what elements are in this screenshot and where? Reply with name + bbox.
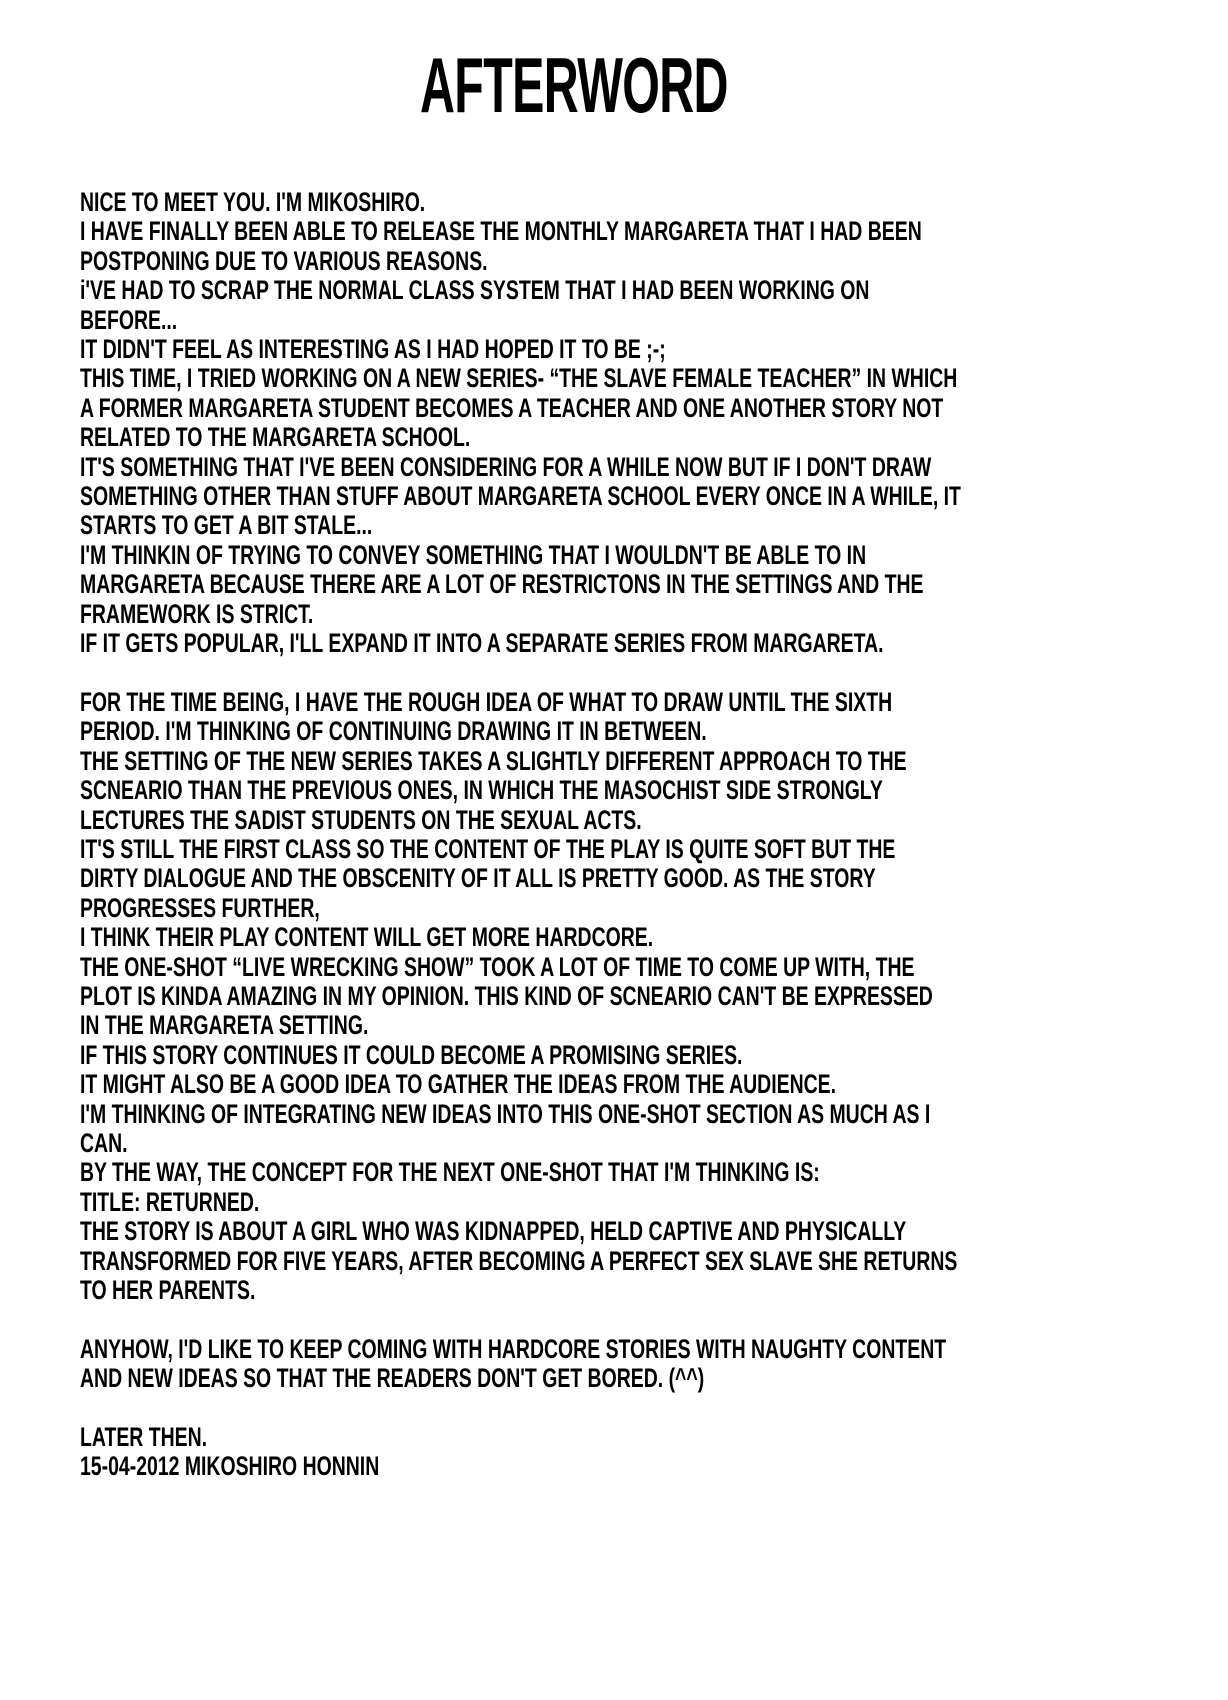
text-line: i'VE HAD TO SCRAP THE NORMAL CLASS SYSTEM THAT I HAD BEEN WORKING ON — [80, 275, 870, 306]
text-line: THE SETTING OF THE NEW SERIES TAKES A SLIGHTLY DIFFERENT APPROACH TO THE — [80, 745, 907, 776]
text-line: BEFORE... — [80, 304, 178, 335]
text-line: I'M THINKING OF INTEGRATING NEW IDEAS INTO THIS ONE-SHOT SECTION AS MUCH AS I — [80, 1098, 931, 1129]
text-line: NICE TO MEET YOU. I'M MIKOSHIRO. — [80, 187, 426, 217]
text-line: THE STORY IS ABOUT A GIRL WHO WAS KIDNAPPED, HELD CAPTIVE AND PHYSICALLY — [80, 1216, 907, 1247]
text-line: PERIOD. I'M THINKING OF CONTINUING DRAWING IT IN BETWEEN. — [80, 716, 707, 747]
text-line: FRAMEWORK IS STRICT. — [80, 598, 314, 629]
text-line: FOR THE TIME BEING, I HAVE THE ROUGH IDEA OF WHAT TO DRAW UNTIL THE SIXTH — [80, 686, 893, 717]
text-line: I THINK THEIR PLAY CONTENT WILL GET MORE HARDCORE. — [80, 922, 654, 953]
text-line: ANYHOW, I'D LIKE TO KEEP COMING WITH HARDCORE STORIES WITH NAUGHTY CONTENT — [80, 1333, 947, 1364]
text-line: IT MIGHT ALSO BE A GOOD IDEA TO GATHER THE IDEAS FROM THE AUDIENCE. — [80, 1069, 837, 1100]
text-line: 15-04-2012 MIKOSHIRO HONNIN — [80, 1451, 380, 1482]
text-line: DIRTY DIALOGUE AND THE OBSCENITY OF IT ALL IS PRETTY GOOD. AS THE STORY — [80, 863, 876, 894]
text-line: PROGRESSES FURTHER, — [80, 892, 320, 923]
text-line: IT'S STILL THE FIRST CLASS SO THE CONTENT OF THE PLAY IS QUITE SOFT BUT THE — [80, 833, 896, 864]
text-line: LECTURES THE SADIST STUDENTS ON THE SEXUAL ACTS. — [80, 804, 642, 835]
blank-line — [80, 1394, 1203, 1423]
text-line: LATER THEN. — [80, 1422, 208, 1453]
blank-line — [80, 659, 1203, 688]
text-line: A FORMER MARGARETA STUDENT BECOMES A TEACHER AND ONE ANOTHER STORY NOT — [80, 392, 944, 423]
text-line: CAN. — [80, 1128, 128, 1158]
blank-line — [80, 1305, 1203, 1334]
text-line: I'M THINKIN OF TRYING TO CONVEY SOMETHING THAT I WOULDN'T BE ABLE TO IN — [80, 539, 867, 570]
text-line: RELATED TO THE MARGARETA SCHOOL. — [80, 422, 471, 453]
text-line: TITLE: RETURNED. — [80, 1186, 260, 1217]
text-line: THIS TIME, I TRIED WORKING ON A NEW SERIES- “THE SLAVE FEMALE TEACHER” IN WHICH — [80, 363, 958, 394]
text-line: TRANSFORMED FOR FIVE YEARS, AFTER BECOMING A PERFECT SEX SLAVE SHE RETURNS — [80, 1245, 958, 1276]
text-line: THE ONE-SHOT “LIVE WRECKING SHOW” TOOK A LOT OF TIME TO COME UP WITH, THE — [80, 951, 915, 982]
text-line: IF THIS STORY CONTINUES IT COULD BECOME A PROMISING SERIES. — [80, 1039, 743, 1070]
text-line: MARGARETA BECAUSE THERE ARE A LOT OF RESTRICTONS IN THE SETTINGS AND THE — [80, 569, 924, 600]
text-line: POSTPONING DUE TO VARIOUS REASONS. — [80, 245, 488, 276]
text-line: SOMETHING OTHER THAN STUFF ABOUT MARGARETA SCHOOL EVERY ONCE IN A WHILE, IT — [80, 481, 961, 512]
text-line: TO HER PARENTS. — [80, 1275, 256, 1306]
text-line: IT DIDN'T FEEL AS INTERESTING AS I HAD HOPED IT TO BE ;-; — [80, 334, 666, 365]
text-line: IT'S SOMETHING THAT I'VE BEEN CONSIDERING FOR A WHILE NOW BUT IF I DON'T DRAW — [80, 451, 932, 482]
text-line: STARTS TO GET A BIT STALE... — [80, 510, 373, 541]
text-line: PLOT IS KINDA AMAZING IN MY OPINION. THIS KIND OF SCNEARIO CAN'T BE EXPRESSED — [80, 980, 933, 1011]
afterword-body — [80, 188, 1203, 1482]
text-line: IN THE MARGARETA SETTING. — [80, 1010, 369, 1041]
page-title: AFTERWORD — [420, 41, 728, 129]
text-line: I HAVE FINALLY BEEN ABLE TO RELEASE THE MONTHLY MARGARETA THAT I HAD BEEN — [80, 216, 922, 247]
text-line: AND NEW IDEAS SO THAT THE READERS DON'T GET BORED. (^^) — [80, 1363, 705, 1394]
text-line: SCNEARIO THAN THE PREVIOUS ONES, IN WHICH THE MASOCHIST SIDE STRONGLY — [80, 775, 883, 806]
text-line: BY THE WAY, THE CONCEPT FOR THE NEXT ONE-SHOT THAT I'M THINKING IS: — [80, 1157, 820, 1188]
text-line: IF IT GETS POPULAR, I'LL EXPAND IT INTO A SEPARATE SERIES FROM MARGARETA. — [80, 628, 884, 659]
